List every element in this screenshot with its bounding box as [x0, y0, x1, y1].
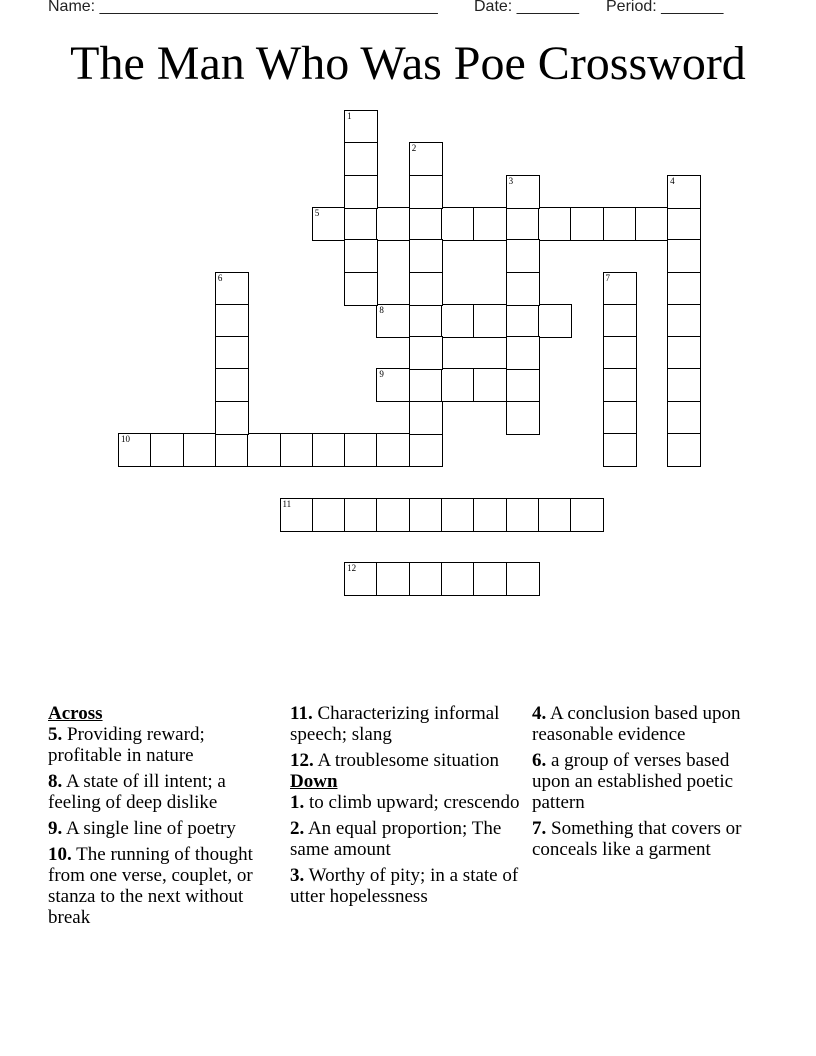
clue-number: 9 — [379, 369, 384, 380]
grid-cell[interactable] — [603, 401, 637, 435]
date-line: Date: _______ — [474, 0, 579, 15]
grid-cell[interactable] — [409, 368, 443, 402]
grid-cell[interactable] — [667, 368, 701, 402]
grid-cell[interactable] — [409, 562, 443, 596]
grid-cell[interactable] — [538, 304, 572, 338]
grid-cell[interactable] — [409, 401, 443, 435]
grid-cell[interactable] — [473, 498, 507, 532]
grid-cell[interactable] — [603, 304, 637, 338]
grid-cell[interactable] — [376, 498, 410, 532]
grid-cell[interactable] — [506, 368, 540, 402]
clue-number: 8 — [379, 304, 384, 315]
clue-number: 10 — [121, 434, 130, 444]
grid-cell[interactable] — [312, 207, 346, 241]
grid-cell[interactable] — [667, 239, 701, 273]
clue-down-6: 6. a group of verses based upon an established poetic pattern — [532, 750, 734, 813]
clue-down-1: 1. to climb upward; crescendo — [290, 792, 520, 813]
grid-cell[interactable] — [409, 207, 443, 241]
clue-column-1 — [48, 703, 274, 933]
grid-cell[interactable] — [409, 498, 443, 532]
grid-cell[interactable] — [215, 304, 249, 338]
grid-cell[interactable] — [667, 175, 701, 209]
grid-cell[interactable] — [441, 368, 475, 402]
grid-cell[interactable] — [667, 304, 701, 338]
grid-cell[interactable] — [280, 498, 314, 532]
grid-cell[interactable] — [215, 272, 249, 306]
grid-cell[interactable] — [667, 207, 701, 241]
grid-cell[interactable] — [247, 433, 281, 467]
grid-cell[interactable] — [506, 562, 540, 596]
grid-cell[interactable] — [603, 272, 637, 306]
clue-across-11: 11. Characterizing informal speech; slang — [290, 703, 500, 745]
grid-cell[interactable] — [150, 433, 184, 467]
grid-cell[interactable] — [506, 336, 540, 370]
grid-cell[interactable] — [344, 562, 378, 596]
clue-number: 6 — [217, 272, 223, 283]
grid-cell[interactable] — [409, 433, 443, 467]
clue-number: 1 — [347, 111, 352, 121]
grid-cell[interactable] — [506, 207, 540, 241]
grid-cell[interactable] — [667, 401, 701, 435]
grid-cell[interactable] — [215, 368, 249, 402]
clue-number: 7 — [605, 272, 610, 283]
grid-cell[interactable] — [409, 142, 443, 176]
grid-cell[interactable] — [635, 207, 669, 241]
clue-column-3 — [532, 703, 772, 865]
clue-across-9: 9. A single line of poetry — [48, 818, 236, 839]
clue-down-2: 2. An equal proportion; The same amount — [290, 818, 502, 860]
page-title: The Man Who Was Poe Crossword — [70, 37, 746, 90]
period-line: Period: _______ — [606, 0, 724, 15]
clue-across-5: 5. Providing reward; profitable in nature — [48, 724, 205, 766]
grid-cell[interactable] — [312, 498, 346, 532]
clue-across-10: 10. The running of thought from one verse, couplet, or stanza to the next without break — [48, 844, 253, 928]
grid-cell[interactable] — [376, 207, 410, 241]
grid-cell[interactable] — [538, 207, 572, 241]
grid-cell[interactable] — [473, 207, 507, 241]
grid-cell[interactable] — [667, 336, 701, 370]
grid-cell[interactable] — [506, 175, 540, 209]
grid-cell[interactable] — [603, 207, 637, 241]
grid-cell[interactable] — [344, 433, 378, 467]
clue-across-12: 12. A troublesome situation — [290, 750, 499, 771]
down-heading: Down — [290, 771, 338, 792]
grid-cell[interactable] — [409, 239, 443, 273]
clue-column-2 — [290, 703, 522, 912]
grid-cell[interactable] — [376, 304, 410, 338]
grid-cell[interactable] — [506, 498, 540, 532]
grid-cell[interactable] — [280, 433, 314, 467]
clue-number: 2 — [411, 143, 417, 154]
grid-cell[interactable] — [409, 336, 443, 370]
across-heading: Across — [48, 703, 103, 724]
grid-cell[interactable] — [376, 433, 410, 467]
grid-cell[interactable] — [215, 336, 249, 370]
grid-cell[interactable] — [603, 433, 637, 467]
grid-cell[interactable] — [409, 175, 443, 209]
grid-cell[interactable] — [118, 433, 152, 467]
grid-cell[interactable] — [667, 433, 701, 467]
grid-cell[interactable] — [603, 336, 637, 370]
grid-cell[interactable] — [473, 368, 507, 402]
grid-cell[interactable] — [473, 562, 507, 596]
clue-number: 11 — [282, 498, 292, 509]
grid-cell[interactable] — [312, 433, 346, 467]
grid-cell[interactable] — [344, 498, 378, 532]
grid-cell[interactable] — [344, 142, 378, 176]
grid-cell[interactable] — [376, 562, 410, 596]
clue-number: 4 — [670, 175, 675, 186]
grid-cell[interactable] — [538, 498, 572, 532]
grid-cell[interactable] — [183, 433, 217, 467]
grid-cell[interactable] — [376, 368, 410, 402]
grid-cell[interactable] — [506, 239, 540, 273]
clue-down-3: 3. Worthy of pity; in a state of utter hopelessness — [290, 865, 519, 907]
grid-cell[interactable] — [570, 498, 604, 532]
grid-cell[interactable] — [215, 433, 249, 467]
grid-cell[interactable] — [344, 207, 378, 241]
grid-cell[interactable] — [506, 401, 540, 435]
clue-down-7: 7. Something that covers or conceals like a garment — [532, 818, 742, 860]
clue-number: 12 — [347, 563, 357, 574]
grid-cell[interactable] — [344, 239, 378, 273]
grid-cell[interactable] — [441, 304, 475, 338]
grid-cell[interactable] — [441, 562, 475, 596]
grid-cell[interactable] — [409, 272, 443, 306]
grid-cell[interactable] — [603, 368, 637, 402]
grid-cell[interactable] — [344, 175, 378, 209]
grid-cell[interactable] — [215, 401, 249, 435]
grid-cell[interactable] — [506, 304, 540, 338]
clue-number: 5 — [314, 207, 320, 218]
grid-cell[interactable] — [409, 304, 443, 338]
grid-cell[interactable] — [506, 272, 540, 306]
name-line: Name: ______________________________________ — [48, 0, 438, 15]
grid-cell[interactable] — [441, 498, 475, 532]
grid-cell[interactable] — [570, 207, 604, 241]
grid-cell[interactable] — [344, 272, 378, 306]
clue-across-8: 8. A state of ill intent; a feeling of deep dislike — [48, 771, 226, 813]
grid-cell[interactable] — [667, 272, 701, 306]
grid-cell[interactable] — [441, 207, 475, 241]
grid-cell[interactable] — [344, 110, 378, 144]
clue-number: 3 — [508, 175, 514, 186]
grid-cell[interactable] — [473, 304, 507, 338]
clue-down-4: 4. A conclusion based upon reasonable evidence — [532, 703, 741, 745]
